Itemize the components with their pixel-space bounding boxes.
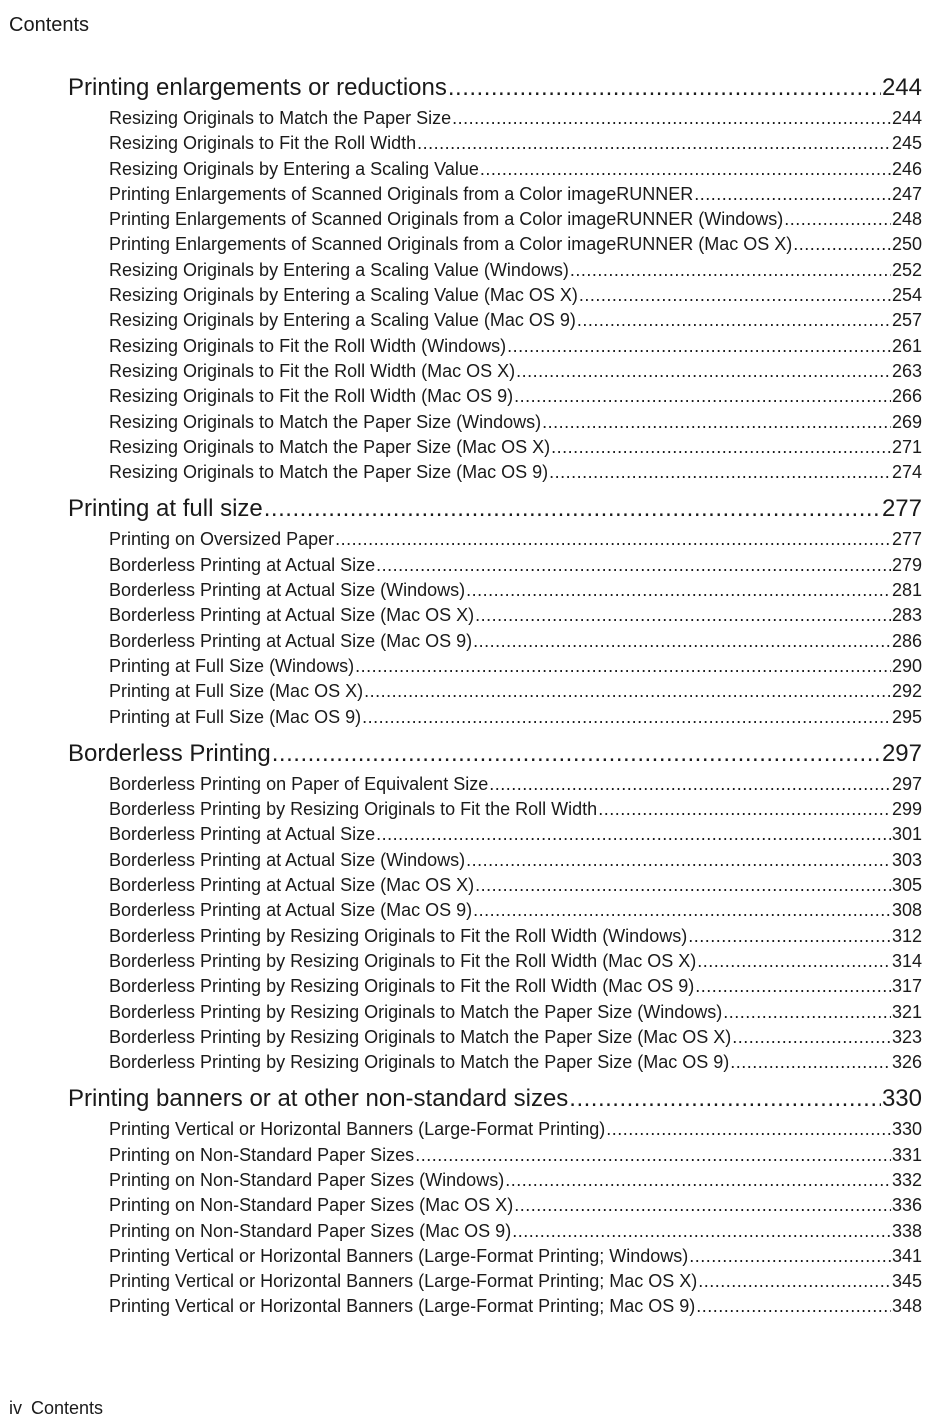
toc-leader-dots: [732, 1025, 891, 1050]
toc-entry-title: Borderless Printing at Actual Size: [109, 824, 376, 845]
toc-entry-page: 274: [891, 462, 922, 483]
toc-leader-dots: [570, 258, 891, 283]
toc-section-page: 297: [881, 739, 922, 767]
toc-entry[interactable]: [109, 308, 922, 333]
toc-entry-page: 261: [891, 335, 922, 356]
toc-leader-dots: [507, 334, 891, 359]
toc-section: [68, 1081, 922, 1319]
toc-entry[interactable]: [109, 1294, 922, 1319]
toc-entry-title: Borderless Printing by Resizing Originals to Fit the Roll Width (Mac OS X): [109, 950, 697, 971]
toc-entry[interactable]: [109, 1269, 922, 1294]
toc-entry-page: 248: [891, 209, 922, 230]
toc-entry-title: Printing on Non-Standard Paper Sizes: [109, 1144, 415, 1165]
toc-entry[interactable]: [109, 797, 922, 822]
toc-entry-title: Resizing Originals to Fit the Roll Width (Mac OS 9): [109, 386, 514, 407]
toc-leader-dots: [730, 1050, 891, 1075]
toc-entry[interactable]: [109, 629, 922, 654]
toc-leader-dots: [272, 736, 881, 772]
toc-leader-dots: [697, 949, 891, 974]
toc-entry[interactable]: [109, 898, 922, 923]
toc-entry-page: 283: [891, 605, 922, 626]
toc-entry-page: 308: [891, 900, 922, 921]
toc-entry-page: 244: [891, 108, 922, 128]
toc-leader-dots: [364, 679, 891, 704]
toc-entry-title: Borderless Printing by Resizing Originals to Match the Paper Size (Windows): [109, 1001, 723, 1022]
toc-entry-page: 271: [891, 436, 922, 457]
toc-entry-page: 286: [891, 630, 922, 651]
toc-leader-dots: [480, 157, 891, 182]
toc-section-heading[interactable]: [68, 70, 922, 106]
toc-entry-title: Printing on Non-Standard Paper Sizes (Windows): [109, 1169, 505, 1190]
toc-leader-dots: [473, 629, 891, 654]
toc-entry-page: 336: [891, 1195, 922, 1216]
toc-leader-dots: [376, 822, 891, 847]
toc-entry[interactable]: [109, 232, 922, 257]
toc-entry-page: 330: [891, 1119, 922, 1140]
toc-entry-page: 321: [891, 1001, 922, 1022]
toc-entry-page: 301: [891, 824, 922, 845]
toc-entry[interactable]: [109, 949, 922, 974]
toc-entry-title: Printing on Non-Standard Paper Sizes (Mac OS 9): [109, 1220, 512, 1241]
toc-section-title: Borderless Printing: [68, 739, 271, 767]
toc-entry[interactable]: [109, 1168, 922, 1193]
toc-leader-dots: [489, 772, 891, 797]
toc-leader-dots: [549, 460, 891, 485]
toc-entry[interactable]: [109, 822, 922, 847]
toc-entry-title: Printing Enlargements of Scanned Originals from a Color imageRUNNER (Mac OS X): [109, 234, 793, 255]
toc-entry[interactable]: [109, 182, 922, 207]
toc-section-page: 277: [881, 495, 922, 523]
toc-entry[interactable]: [109, 654, 922, 679]
toc-leader-dots: [376, 553, 891, 578]
toc-entry-title: Borderless Printing by Resizing Originals to Fit the Roll Width: [109, 799, 598, 820]
toc-leader-dots: [466, 578, 891, 603]
toc-section-heading[interactable]: [68, 1081, 922, 1117]
toc-entry-page: 326: [891, 1052, 922, 1073]
toc-entry[interactable]: [109, 258, 922, 283]
toc-entry-page: 341: [891, 1245, 922, 1266]
toc-leader-dots: [466, 848, 891, 873]
toc-entry-title: Borderless Printing at Actual Size (Mac OS X): [109, 875, 475, 896]
toc-entry-title: Printing Vertical or Horizontal Banners (Large-Format Printing; Windows): [109, 1245, 689, 1266]
toc-entry-page: 348: [891, 1296, 922, 1317]
toc-entry-title: Borderless Printing at Actual Size (Windows): [109, 580, 466, 601]
toc-leader-dots: [698, 1269, 891, 1294]
toc-entry[interactable]: [109, 207, 922, 232]
toc-entry-title: Borderless Printing at Actual Size (Mac OS 9): [109, 630, 473, 651]
toc-entry[interactable]: [109, 578, 922, 603]
toc-entry-title: Printing Enlargements of Scanned Originals from a Color imageRUNNER (Windows): [109, 209, 784, 230]
toc-leader-dots: [415, 1143, 891, 1168]
toc-entry[interactable]: [109, 1219, 922, 1244]
toc-entry[interactable]: [109, 1117, 922, 1142]
toc-entry-page: 305: [891, 875, 922, 896]
toc-entry[interactable]: [109, 1050, 922, 1075]
toc-section: [68, 736, 922, 1076]
toc-leader-dots: [694, 182, 891, 207]
toc-entry-page: 269: [891, 411, 922, 432]
footer-page-number: iv: [9, 1398, 22, 1418]
toc-leader-dots: [696, 1294, 891, 1319]
toc-leader-dots: [577, 308, 891, 333]
toc-entry[interactable]: [109, 527, 922, 552]
toc-entry[interactable]: [109, 974, 922, 999]
toc-entry[interactable]: [109, 848, 922, 873]
toc-entry-page: 277: [891, 529, 922, 550]
toc-section-page: 244: [881, 74, 922, 101]
toc-entry-title: Printing on Non-Standard Paper Sizes (Mac OS X): [109, 1195, 514, 1216]
toc-entry-page: 292: [891, 681, 922, 702]
toc-entry[interactable]: [109, 1000, 922, 1025]
toc-section-title: Printing at full size: [68, 495, 263, 523]
toc-entry-title: Resizing Originals to Match the Paper Size (Mac OS 9): [109, 462, 549, 483]
toc-entry[interactable]: [109, 384, 922, 409]
toc-entry-page: 246: [891, 158, 922, 179]
toc-leader-dots: [688, 924, 891, 949]
toc-entry-title: Borderless Printing on Paper of Equivalent Size: [109, 773, 489, 794]
toc-entry[interactable]: [109, 924, 922, 949]
toc-entry-title: Borderless Printing by Resizing Originals to Match the Paper Size (Mac OS 9): [109, 1052, 730, 1073]
toc-entry[interactable]: [109, 460, 922, 485]
toc-entry-page: 317: [891, 976, 922, 997]
toc-entry-title: Resizing Originals to Match the Paper Size (Mac OS X): [109, 436, 551, 457]
toc-entry[interactable]: [109, 603, 922, 628]
toc-entry-title: Resizing Originals by Entering a Scaling Value (Windows): [109, 259, 569, 280]
toc-entry-page: 332: [891, 1169, 922, 1190]
toc-entry[interactable]: [109, 157, 922, 182]
toc-entry-title: Printing Vertical or Horizontal Banners (Large-Format Printing): [109, 1119, 606, 1140]
toc-entry-page: 252: [891, 259, 922, 280]
toc-entry[interactable]: [109, 1025, 922, 1050]
toc-entry[interactable]: [109, 410, 922, 435]
toc-leader-dots: [514, 384, 891, 409]
toc-entry[interactable]: [109, 873, 922, 898]
toc-entry[interactable]: [109, 679, 922, 704]
toc-entry-title: Printing on Oversized Paper: [109, 529, 335, 550]
toc-leader-dots: [355, 654, 891, 679]
toc-entry[interactable]: [109, 334, 922, 359]
toc-section-title: Printing enlargements or reductions: [68, 74, 447, 101]
toc-leader-dots: [264, 491, 881, 527]
toc-leader-dots: [569, 1081, 881, 1117]
toc-entry-title: Borderless Printing by Resizing Originals to Fit the Roll Width (Windows): [109, 925, 688, 946]
toc-section: [68, 491, 922, 729]
toc-entry-title: Resizing Originals to Fit the Roll Width: [109, 133, 417, 154]
toc-section-page: 330: [881, 1085, 922, 1113]
toc-entry[interactable]: [109, 1193, 922, 1218]
toc-leader-dots: [473, 898, 891, 923]
toc-entry-title: Printing at Full Size (Windows): [109, 655, 355, 676]
toc-entry-title: Borderless Printing at Actual Size (Mac OS X): [109, 605, 475, 626]
toc-entry-page: 312: [891, 925, 922, 946]
toc-leader-dots: [793, 232, 891, 257]
toc-section-heading[interactable]: [68, 736, 922, 772]
toc-entry[interactable]: [109, 772, 922, 797]
table-of-contents: [68, 70, 922, 1320]
toc-entry-title: Resizing Originals by Entering a Scaling Value (Mac OS 9): [109, 310, 576, 331]
toc-entry-title: Resizing Originals to Fit the Roll Width (Mac OS X): [109, 360, 516, 381]
toc-entry-page: 281: [891, 580, 922, 601]
toc-entry-title: Borderless Printing at Actual Size (Mac OS 9): [109, 900, 473, 921]
toc-leader-dots: [452, 106, 891, 131]
toc-leader-dots: [606, 1117, 891, 1142]
toc-section-title: Printing banners or at other non-standard sizes: [68, 1085, 569, 1113]
toc-leader-dots: [514, 1193, 891, 1218]
toc-entry-title: Resizing Originals to Match the Paper Size (Windows): [109, 411, 542, 432]
toc-entry-title: Borderless Printing by Resizing Originals to Fit the Roll Width (Mac OS 9): [109, 976, 695, 997]
toc-entry-title: Resizing Originals by Entering a Scaling Value (Mac OS X): [109, 285, 578, 306]
toc-leader-dots: [417, 131, 891, 156]
toc-entry-page: 247: [891, 183, 922, 204]
toc-entry-title: Borderless Printing at Actual Size (Windows): [109, 849, 466, 870]
toc-entry[interactable]: [109, 359, 922, 384]
toc-entry-page: 290: [891, 655, 922, 676]
toc-leader-dots: [475, 873, 891, 898]
footer-label: Contents: [31, 1398, 104, 1418]
toc-entry-title: Borderless Printing at Actual Size: [109, 554, 376, 575]
toc-entry-page: 314: [891, 950, 922, 971]
toc-leader-dots: [695, 974, 891, 999]
toc-entry-page: 263: [891, 360, 922, 381]
toc-leader-dots: [784, 207, 891, 232]
toc-leader-dots: [516, 359, 891, 384]
toc-entry-title: Printing Vertical or Horizontal Banners (Large-Format Printing; Mac OS X): [109, 1271, 698, 1292]
page-footer: [9, 1397, 103, 1419]
toc-entry[interactable]: [109, 131, 922, 156]
toc-entry-page: 323: [891, 1026, 922, 1047]
toc-entry-title: Printing Vertical or Horizontal Banners (Large-Format Printing; Mac OS 9): [109, 1296, 696, 1317]
toc-entry[interactable]: [109, 283, 922, 308]
toc-entry[interactable]: [109, 1244, 922, 1269]
toc-leader-dots: [335, 527, 891, 552]
toc-entry-title: Borderless Printing by Resizing Originals to Match the Paper Size (Mac OS X): [109, 1026, 732, 1047]
toc-leader-dots: [598, 797, 891, 822]
toc-entry-page: 331: [891, 1144, 922, 1165]
toc-entry-page: 338: [891, 1220, 922, 1241]
toc-leader-dots: [362, 705, 891, 730]
toc-leader-dots: [542, 410, 891, 435]
toc-leader-dots: [551, 435, 891, 460]
toc-entry-page: 245: [891, 133, 922, 154]
toc-entry[interactable]: [109, 553, 922, 578]
toc-entry-page: 345: [891, 1271, 922, 1292]
toc-entry-page: 279: [891, 554, 922, 575]
toc-entry-title: Printing Enlargements of Scanned Originals from a Color imageRUNNER: [109, 183, 694, 204]
toc-section-heading[interactable]: [68, 491, 922, 527]
toc-entry[interactable]: [109, 1143, 922, 1168]
toc-entry-title: Printing at Full Size (Mac OS X): [109, 681, 364, 702]
toc-entry-page: 297: [891, 773, 922, 794]
toc-entry-page: 299: [891, 799, 922, 820]
toc-entry-page: 250: [891, 234, 922, 255]
toc-entry-title: Resizing Originals by Entering a Scaling Value: [109, 158, 479, 179]
toc-entry[interactable]: [109, 705, 922, 730]
toc-leader-dots: [505, 1168, 891, 1193]
page-header-title: Contents: [9, 14, 90, 36]
toc-entry[interactable]: [109, 435, 922, 460]
toc-entry-page: 257: [891, 310, 922, 331]
toc-entry-page: 254: [891, 285, 922, 306]
toc-entry-title: Resizing Originals to Fit the Roll Width (Windows): [109, 335, 507, 356]
toc-entry-title: Printing at Full Size (Mac OS 9): [109, 706, 362, 727]
toc-leader-dots: [689, 1244, 891, 1269]
toc-leader-dots: [723, 1000, 891, 1025]
toc-leader-dots: [448, 70, 881, 106]
toc-entry[interactable]: [109, 106, 922, 131]
toc-leader-dots: [512, 1219, 891, 1244]
toc-entry-page: 295: [891, 706, 922, 727]
toc-entry-page: 303: [891, 849, 922, 870]
toc-entry-title: Resizing Originals to Match the Paper Size: [109, 108, 452, 128]
toc-leader-dots: [475, 603, 891, 628]
toc-entry-page: 266: [891, 386, 922, 407]
toc-section: [68, 70, 922, 485]
toc-leader-dots: [579, 283, 891, 308]
